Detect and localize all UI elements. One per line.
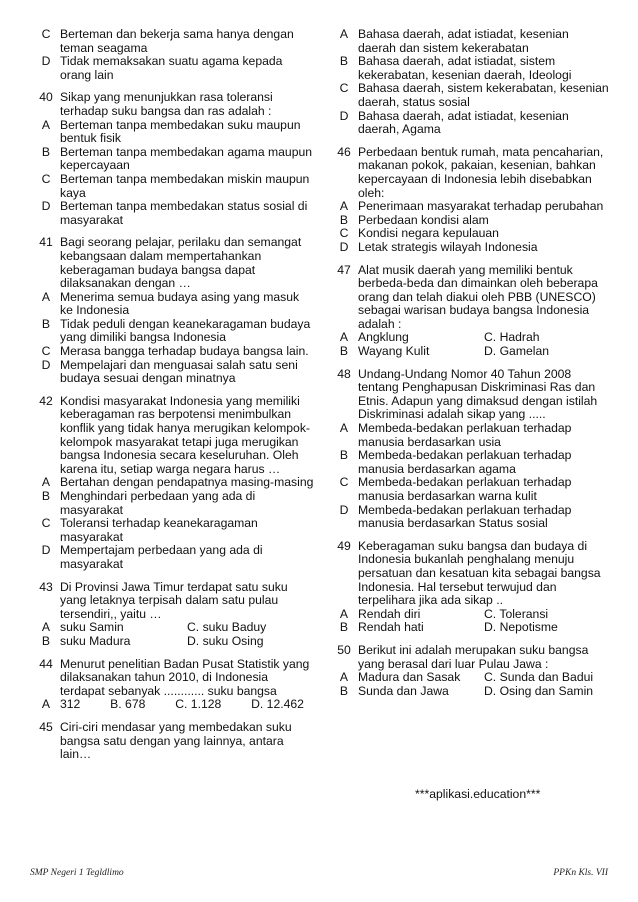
option-label: D	[339, 502, 349, 517]
option-pair-texts	[358, 621, 610, 635]
option-text: Madura dan Sasak	[358, 670, 461, 685]
answer-option	[330, 241, 610, 255]
option-text: Wayang Kulit	[358, 344, 430, 359]
question-stem: Bagi seorang pelajar, perilaku dan semangat kebangsaan dalam mempertahankan keberagaman budaya bangsa dapat dilaksanakan dengan …	[60, 235, 302, 291]
option-text: Berteman tanpa membedakan status sosial di masyarakat	[60, 199, 308, 227]
option-label: D	[41, 543, 51, 558]
question-number: 44	[39, 656, 53, 671]
answer-option-pair	[330, 345, 610, 359]
option-label: C	[339, 475, 349, 490]
option-text: D. Gamelan	[484, 344, 550, 359]
option-text: Bahasa daerah, adat istiadat, kesenian daerah dan sistem kekerabatan	[358, 27, 569, 55]
option-pair-texts	[358, 685, 610, 699]
option-label: D	[41, 54, 51, 69]
question-block	[330, 28, 610, 137]
option-label: A	[339, 330, 349, 345]
option-text: Mempertajam perbedaan yang ada di masyarakat	[60, 543, 263, 571]
answer-option	[330, 476, 610, 503]
question-stem: Keberagaman suku bangsa dan budaya di Indonesia bukanlah penghalang menuju persatuan dan kesatuan kita sebagai bangsa Indonesia. Hal tersebut terwujud dan terpelihara jika ada sikap ..	[358, 538, 601, 608]
answer-option	[32, 476, 314, 490]
question-stem: Menurut penelitian Badan Pusat Statistik yang dilaksanakan tahun 2010, di Indonesia terdapat sebanyak ............ suku bangsa	[60, 656, 310, 698]
option-label: D	[41, 357, 51, 372]
option-label: A	[41, 697, 51, 712]
option-text: C. Toleransi	[484, 606, 549, 621]
option-text: B. 678	[110, 697, 146, 712]
question-number: 42	[39, 393, 53, 408]
question-stem-row	[330, 540, 610, 608]
right-column	[330, 28, 610, 707]
option-text: Merasa bangga terhadap budaya bangsa lain.	[60, 344, 309, 359]
option-text: Bahasa daerah, adat istiadat, kesenian daerah, Agama	[358, 108, 569, 137]
option-text: Berteman tanpa membedakan suku maupun bentuk fisik	[60, 117, 301, 146]
option-text: D. 12.462	[251, 697, 304, 712]
option-text: D. suku Osing	[187, 633, 264, 648]
left-column	[32, 28, 314, 771]
option-label: A	[41, 117, 51, 132]
answer-option-pair	[330, 608, 610, 622]
option-inline-texts	[60, 698, 314, 712]
option-text: C. 1.128	[175, 697, 222, 712]
question-stem: Alat musik daerah yang memiliki bentuk berbeda-beda dan dimainkan oleh beberapa orang dan telah diakui oleh PBB (UNESCO) sebagai warisan budaya bangsa Indonesia adalah :	[358, 262, 598, 331]
answer-option	[330, 82, 610, 109]
option-text: Membeda-bedakan perlakuan terhadap manusia berdasarkan agama	[358, 448, 572, 476]
question-stem: Ciri-ciri mendasar yang membedakan suku bangsa satu dengan yang lainnya, antara lain…	[60, 719, 292, 762]
option-text: Menghindari perbedaan yang ada di masyarakat	[60, 489, 256, 517]
question-number: 40	[39, 90, 53, 105]
footer-school: SMP Negeri 1 Tegldlimo	[30, 868, 124, 878]
question-block	[330, 540, 610, 635]
question-block	[330, 368, 610, 531]
answer-option	[32, 291, 314, 318]
answer-option	[32, 173, 314, 200]
question-number: 46	[337, 144, 351, 159]
option-text: Tidak peduli dengan keanekaragaman budaya yang dimiliki bangsa Indonesia	[60, 316, 311, 345]
option-text: Rendah diri	[358, 606, 421, 621]
question-number: 43	[39, 579, 53, 594]
question-stem-row	[330, 644, 610, 671]
answer-option-pair	[32, 621, 314, 635]
footer-subject: PPKn Kls. VII	[553, 868, 608, 878]
option-text: Rendah hati	[358, 620, 424, 635]
option-label: A	[41, 475, 51, 490]
option-text: suku Samin	[60, 620, 124, 635]
option-text: Bertahan dengan pendapatnya masing-masing	[60, 475, 314, 490]
question-block	[330, 146, 610, 255]
option-pair-texts	[358, 331, 610, 345]
answer-option	[32, 146, 314, 173]
question-number: 45	[39, 719, 53, 734]
option-label: C	[339, 81, 349, 96]
question-number: 49	[337, 538, 351, 553]
answer-option	[32, 200, 314, 227]
question-stem-row	[32, 658, 314, 699]
question-block	[330, 644, 610, 698]
answer-option	[330, 449, 610, 476]
option-text: D. Nepotisme	[484, 620, 558, 635]
option-label: A	[339, 670, 349, 685]
answer-option-pair	[330, 671, 610, 685]
option-label: C	[41, 516, 51, 531]
option-label: B	[41, 316, 51, 331]
answer-option	[32, 359, 314, 386]
question-block	[32, 395, 314, 572]
option-text: Bahasa daerah, sistem kekerabatan, kesenian daerah, status sosial	[358, 81, 609, 109]
option-text: Berteman tanpa membedakan miskin maupun kaya	[60, 171, 310, 200]
option-text: Menerima semua budaya asing yang masuk ke Indonesia	[60, 289, 300, 318]
question-number: 47	[337, 262, 351, 277]
option-text: suku Madura	[60, 633, 131, 648]
option-text: Berteman tanpa membedakan agama maupun kepercayaan	[60, 144, 313, 173]
question-stem-row	[32, 91, 314, 118]
answer-option-pair	[32, 635, 314, 649]
question-block	[32, 28, 314, 82]
question-stem: Perbedaan bentuk rumah, mata pencaharian, makanan pokok, pakaian, kesenian, bahkan kepercayaan di Indonesia lebih disebabkan oleh:	[358, 144, 604, 200]
question-stem-row	[32, 395, 314, 477]
option-label: A	[41, 620, 51, 635]
question-number: 48	[337, 366, 351, 381]
answer-option	[32, 55, 314, 82]
answer-option	[330, 504, 610, 531]
option-pair-texts	[358, 608, 610, 622]
option-label: C	[339, 226, 349, 241]
option-text: Membeda-bedakan perlakuan terhadap manusia berdasarkan warna kulit	[358, 475, 572, 503]
answer-option	[330, 422, 610, 449]
option-text: 312	[60, 697, 81, 712]
site-signature: ***aplikasi.education***	[415, 787, 541, 801]
option-label: C	[41, 27, 51, 41]
option-text: Toleransi terhadap keanekaragaman masyarakat	[60, 516, 258, 544]
option-label: B	[41, 144, 51, 159]
option-label: A	[41, 289, 51, 304]
option-label: B	[41, 633, 51, 648]
answer-option	[32, 517, 314, 544]
question-stem: Berikut ini adalah merupakan suku bangsa yang berasal dari luar Pulau Jawa :	[358, 642, 589, 671]
option-label: B	[339, 344, 349, 359]
option-label: B	[339, 448, 349, 463]
answer-option	[330, 227, 610, 241]
question-stem: Kondisi masyarakat Indonesia yang memiliki keberagaman ras berpotensi menimbulkan konflik yang tidak hanya merugikan kelompok-kelompok masyarakat tetapi juga merugikan bangsa Indonesia secara keseluruhan. Oleh karena itu, setiap warga negara harus …	[60, 393, 310, 476]
option-pair-texts	[358, 345, 610, 359]
question-stem-row	[32, 721, 314, 762]
answer-option	[330, 28, 610, 55]
question-stem: Sikap yang menunjukkan rasa toleransi terhadap suku bangsa dan ras adalah :	[60, 90, 273, 118]
page-footer	[30, 868, 608, 878]
option-pair-texts	[60, 635, 314, 649]
answer-option-pair	[330, 685, 610, 699]
option-label: A	[339, 27, 349, 41]
answer-option	[32, 544, 314, 571]
option-label: B	[339, 620, 349, 635]
option-text: Membeda-bedakan perlakuan terhadap manusia berdasarkan Status sosial	[358, 502, 572, 531]
option-text: Perbedaan kondisi alam	[358, 212, 489, 227]
option-text: Tidak memaksakan suatu agama kepada orang lain	[60, 54, 283, 82]
option-text: Bahasa daerah, adat istiadat, sistem kekerabatan, kesenian daerah, Ideologi	[358, 54, 572, 82]
question-block	[32, 91, 314, 227]
option-label: D	[339, 108, 349, 123]
option-label: B	[339, 54, 349, 69]
answer-option-inline	[32, 698, 314, 712]
option-pair-texts	[60, 621, 314, 635]
question-stem-row	[330, 368, 610, 422]
option-text: Penerimaan masyarakat terhadap perubahan	[358, 199, 604, 214]
answer-option	[330, 55, 610, 82]
option-label: B	[41, 489, 51, 503]
answer-option	[32, 318, 314, 345]
answer-option	[32, 119, 314, 146]
question-stem-row	[330, 146, 610, 200]
option-text: Berteman dan bekerja sama hanya dengan teman seagama	[60, 27, 294, 55]
option-label: D	[41, 199, 51, 214]
answer-option	[32, 490, 314, 517]
question-stem-row	[32, 236, 314, 290]
option-text: C. Sunda dan Badui	[484, 670, 594, 685]
option-pair-texts	[358, 671, 610, 685]
question-number: 50	[337, 642, 351, 657]
question-stem-row	[330, 264, 610, 332]
question-number: 41	[39, 235, 53, 250]
question-block	[32, 658, 314, 712]
option-text: Kondisi negara kepulauan	[358, 226, 499, 241]
answer-option	[330, 110, 610, 137]
question-block	[32, 581, 314, 649]
option-label: A	[339, 606, 349, 621]
option-text: Membeda-bedakan perlakuan terhadap manusia berdasarkan usia	[358, 421, 572, 449]
option-label: D	[339, 239, 349, 254]
question-block	[330, 264, 610, 359]
option-text: D. Osing dan Samin	[484, 683, 594, 698]
answer-option-pair	[330, 331, 610, 345]
question-block	[32, 721, 314, 762]
option-label: C	[41, 171, 51, 186]
option-text: Sunda dan Jawa	[358, 683, 449, 698]
option-text: Angklung	[358, 330, 409, 345]
question-stem: Di Provinsi Jawa Timur terdapat satu suku yang letaknya terpisah dalam satu pulau tersendiri,, yaitu …	[60, 579, 288, 621]
option-text: C. suku Baduy	[187, 620, 267, 635]
question-block	[32, 236, 314, 386]
question-stem: Undang-Undang Nomor 40 Tahun 2008 tentang Penghapusan Diskriminasi Ras dan Etnis. Adapun yang dimaksud dengan istilah Diskriminasi adalah sikap yang .....	[358, 366, 598, 422]
option-label: B	[339, 683, 349, 698]
answer-option	[330, 200, 610, 214]
answer-option	[32, 28, 314, 55]
option-label: A	[339, 199, 349, 214]
option-label: B	[339, 212, 349, 227]
answer-option	[32, 345, 314, 359]
option-label: A	[339, 421, 349, 436]
answer-option	[330, 214, 610, 228]
answer-option-pair	[330, 621, 610, 635]
question-stem-row	[32, 581, 314, 622]
option-text: C. Hadrah	[484, 330, 540, 345]
option-text: Letak strategis wilayah Indonesia	[358, 239, 538, 254]
option-label: C	[41, 344, 51, 359]
option-text: Mempelajari dan menguasai salah satu seni budaya sesuai dengan minatnya	[60, 357, 298, 386]
